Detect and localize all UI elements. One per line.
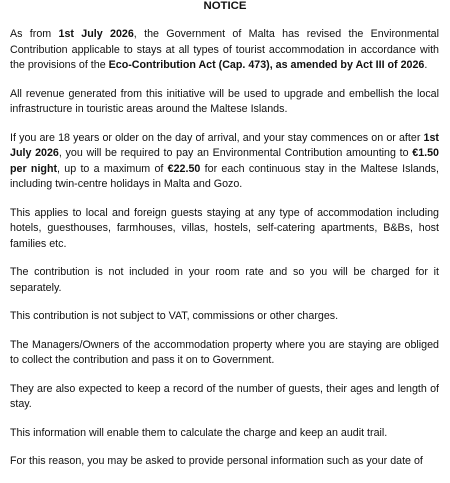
paragraph-contribution-amount <box>10 131 439 193</box>
paragraph-audit-trail: This information will enable them to calculate the charge and keep an audit trail. <box>10 426 388 439</box>
maximum-charge: €22.50 <box>167 162 201 175</box>
paragraph-text: , you will be required to pay an Environmental Contribution amounting to <box>58 147 413 159</box>
paragraph-revenue-use: All revenue generated from this initiative will be used to upgrade and embellish the local infrastructure in touristic areas around the Maltese Islands. <box>10 87 439 115</box>
nightly-rate: €1.50 per night <box>10 147 439 175</box>
paragraph-text: . <box>424 59 428 71</box>
paragraph-not-included: The contribution is not included in your room rate and so you will be charged for it separately. <box>10 266 439 294</box>
paragraph-personal-information: For this reason, you may be asked to provide personal information such as your date of <box>10 455 423 467</box>
paragraph-no-vat: This contribution is not subject to VAT, commissions or other charges. <box>10 310 339 322</box>
paragraph-record-keeping: They are also expected to keep a record of the number of guests, their ages and length of stay. <box>10 382 439 410</box>
notice-body <box>10 27 439 483</box>
effective-date: 1st July 2026 <box>58 28 134 40</box>
legal-reference: Eco-Contribution Act (Cap. 473), as amended by Act III of 2026 <box>108 59 425 71</box>
paragraph-applicability: This applies to local and foreign guests staying at any type of accommodation including hotels, guesthouses, farmhouses, villas, hostels, self-catering apartments, B&Bs, host families etc. <box>10 206 439 250</box>
paragraph-text: for each continuous stay in the Maltese Islands, including twin-centre holidays in Malta and Gozo. <box>10 162 439 190</box>
notice-title: NOTICE <box>203 0 247 12</box>
paragraph-text: As from <box>10 28 59 40</box>
paragraph-text: , the Government of Malta has revised the Environmental Contribution applicable to stays at all types of tourist accommodation in accordance with the provisions of the <box>10 28 439 71</box>
paragraph-text: , up to a maximum of <box>57 162 168 175</box>
paragraph-collection-obligation: The Managers/Owners of the accommodation property where you are staying are obliged to collect the contribution and pass it on to Government. <box>10 338 439 366</box>
start-date: 1st July 2026 <box>10 131 439 159</box>
paragraph-text: If you are 18 years or older on the day of arrival, and your stay commences on or after <box>10 131 424 144</box>
paragraph-effective-date <box>10 27 439 74</box>
